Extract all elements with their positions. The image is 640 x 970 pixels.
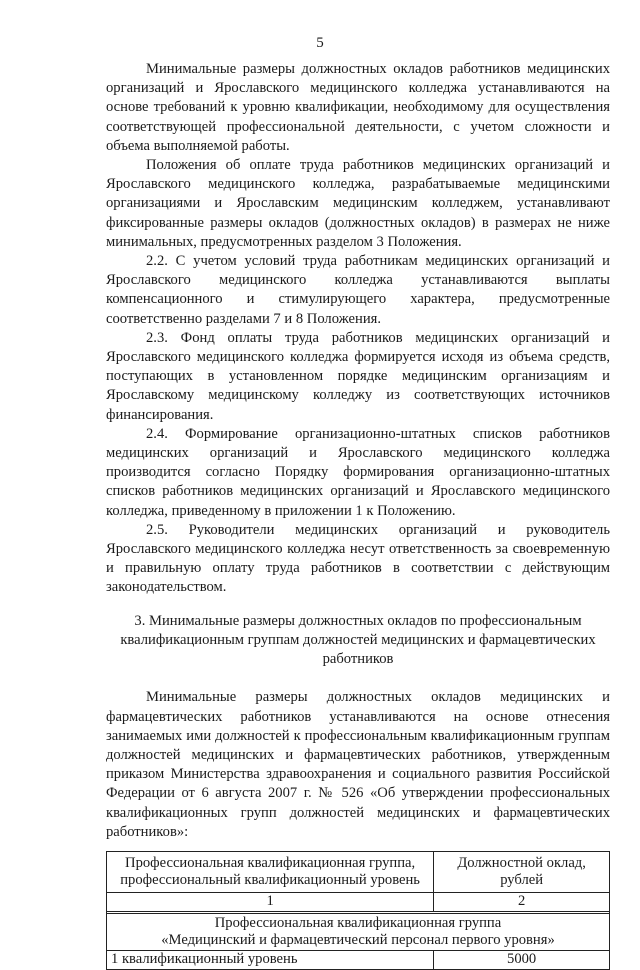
table-group-title [107,913,610,950]
salary-table [106,851,610,970]
page-number: 5 [316,35,324,51]
paragraph-2-4: 2.4. Формирование организационно-штатных списков работников медицинских организаций и Ярославского медицинского колледжа производится согласно Порядку формирования организационно-штатных списков работников медицинских организаций и Ярославского медицинского колледжа, приведенному в приложении 1 к Положению. [106,425,610,519]
paragraph-2-5: 2.5. Руководители медицинских организаций и руководитель Ярославского медицинского колледжа несут ответственность за своевременную и правильную оплату труда работников в соответствии с действующим законодательством. [106,521,610,596]
table-header-group-level: Профессиональная квалификационная группа, профессиональный квалификационный уровень [107,851,434,892]
table-group-row [107,913,610,950]
table-group-title-line-2: «Медицинский и фармацевтический персонал первого уровня» [161,931,555,948]
table-column-numbers-row [107,892,610,911]
section-3-heading [106,612,610,670]
table-column-number-2: 2 [434,892,610,911]
table-column-number-1: 1 [107,892,434,911]
section-3-heading-line-3: работников [322,651,394,668]
paragraph-pay-regulations: Положения об оплате труда работников медицинских организаций и Ярославского медицинского колледжа, разрабатываемые медицинскими организациями и Ярославским медицинским колледжем, устанавливают фиксированные размеры окладов (должностных окладов) в размерах не ниже минимальных, предусмотренных разделом 3 Положения. [106,157,610,250]
section-3-intro: Минимальные размеры должностных окладов медицинских и фармацевтических работников устанавливаются на основе отнесения занимаемых ими должностей к профессиональным квалификационным группам должностей медицинских и фармацевтических работников, утвержденным приказом Министерства здравоохранения и социального развития Российской Федерации от 6 августа 2007 г. № 526 «Об утверждении профессиональных квалификационных групп должностей медицинских и фармацевтических работников»: [106,689,610,840]
document-body [106,60,610,970]
paragraph-2-2: 2.2. С учетом условий труда работникам медицинских организаций и Ярославского медицинского колледжа устанавливаются выплаты компенсационного и стимулирующего характера, предусмотренные соответственно разделами 7 и 8 Положения. [106,253,610,327]
section-3-heading-line-2: квалификационным группам должностей медицинских и фармацевтических [120,631,596,648]
table-group-title-line-1: Профессиональная квалификационная группа [214,914,502,931]
table-cell-level: 1 квалификационный уровень [107,950,434,969]
table-cell-salary: 5000 [434,950,610,969]
paragraph-salary-basis: Минимальные размеры должностных окладов работников медицинских организаций и Ярославского медицинского колледжа устанавливаются на основе требований к уровню квалификации, необходимому для осуществления соответствующей профессиональной деятельности, с учетом сложности и объема выполняемой работы. [106,61,610,154]
table-header-row [107,851,610,892]
section-3-heading-line-1: 3. Минимальные размеры должностных окладов по профессиональным [134,612,582,629]
table-row [107,950,610,969]
table-header-salary: Должностной оклад, рублей [434,851,610,892]
paragraph-2-3: 2.3. Фонд оплаты труда работников медицинских организаций и Ярославского медицинского колледжа формируется исходя из объема средств, поступающих в установленном порядке медицинским организациям и Ярославскому медицинскому колледжу из соответствующих источников финансирования. [106,329,610,423]
